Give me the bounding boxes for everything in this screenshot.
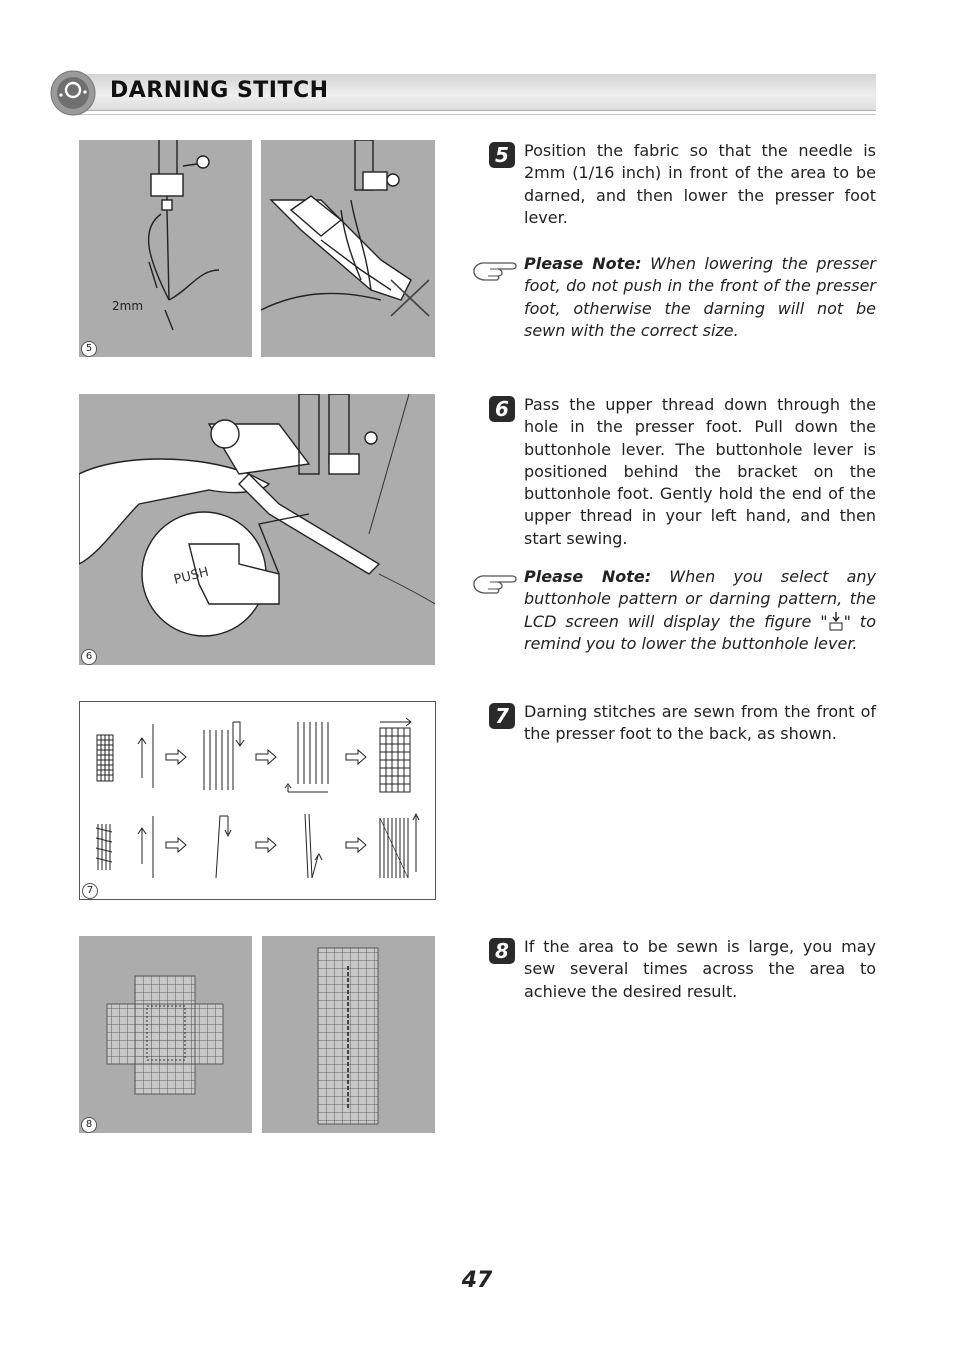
push-label: PUSH	[172, 564, 211, 588]
step-7-badge: 7	[489, 703, 515, 729]
fig5-2mm-label: 2mm	[112, 299, 144, 313]
step-7-text: Darning stitches are sewn from the front of the presser foot to the back, as shown.	[524, 702, 876, 744]
step-5-text: Position the fabric so that the needle is 2mm (1/16 inch) in front of the area to be darned, and then lower the presser foot lever.	[524, 141, 876, 227]
step-8-text: If the area to be sewn is large, you may sew several times across the area to achieve the desired result.	[524, 937, 876, 1001]
step-8-badge: 8	[489, 938, 515, 964]
figure-5-presser-foot	[261, 140, 435, 357]
note-text-a: When you select any buttonhole pattern or darning pattern, the LCD screen will display the figure "	[524, 567, 876, 631]
figure-number: 8	[81, 1117, 97, 1133]
section-emblem-icon	[50, 70, 96, 116]
note-label: Please Note:	[524, 254, 642, 273]
section-header	[50, 70, 876, 112]
header-underline	[72, 114, 876, 115]
note-text: When lowering the presser foot, do not push in the front of the presser foot, otherwise the darning will not be sewn with the correct size.	[524, 254, 876, 340]
pointing-hand-icon	[472, 257, 518, 283]
figure-8-cross-darn	[79, 936, 252, 1133]
step-6-badge: 6	[489, 396, 515, 422]
page-title: DARNING STITCH	[110, 78, 329, 103]
step-5-note	[524, 253, 876, 342]
note-label: Please Note:	[524, 567, 652, 586]
figure-7-stitch-sequence	[79, 701, 436, 900]
figure-number: 7	[82, 883, 98, 899]
figure-number: 6	[81, 649, 97, 665]
step-5-badge: 5	[489, 142, 515, 168]
buttonhole-lever-down-icon	[828, 611, 844, 631]
note-text-b: " to remind you to lower the buttonhole lever.	[524, 611, 876, 653]
figure-8-long-darn	[262, 936, 435, 1133]
figure-6-buttonhole-lever	[79, 394, 435, 665]
step-6-text: Pass the upper thread down through the hole in the presser foot. Pull down the buttonhole lever. The buttonhole lever is positioned behind the bracket on the buttonhole foot. Gently hold the end of the upper thread in your left hand, and then start sewing.	[524, 395, 876, 548]
pointing-hand-icon	[472, 570, 518, 596]
step-6-note	[524, 566, 876, 655]
page-number: 47	[461, 1268, 493, 1293]
figure-5-needle	[79, 140, 252, 357]
figure-number: 5	[81, 341, 97, 357]
